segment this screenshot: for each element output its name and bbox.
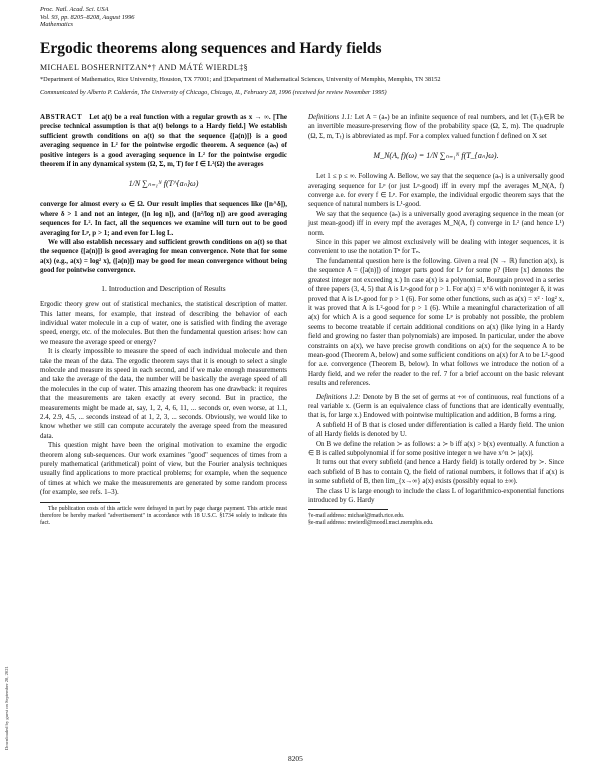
definition-1-label: Definitions 1.1:	[308, 113, 353, 121]
intro-paragraph-3: This question might have been the original motivation to examine the ergodic theorem along sub-sequences. Our work examines "good" sequences of times from a purely mathematical (arithmetical) point of view, but the Fourier analysis techniques usually find applications to more practical problems; for example, when the sequence of times at which we make the measurements are generated by some random process (for example, see refs. 1–3).	[40, 441, 287, 497]
cost-footnote: The publication costs of this article were defrayed in part by page charge payment. This article must therefore be hereby marked "advertisement" in accordance with 18 U.S.C. §1734 solely to indicate this fact.	[40, 505, 287, 526]
masthead-volume: Vol. 93, pp. 8205–8208, August 1996	[40, 13, 135, 21]
abstract-paragraph-3: We will also establish necessary and sufficient growth conditions on a(t) so that the sequence {[a(n)]} is good averaging for mean convergence. Note that for some a(x) (e.g., a(x) = log² x), ([a(n)]) may be good for mean convergence without being good for pointwise convergence.	[40, 238, 287, 275]
masthead-subject: Mathematics	[40, 21, 74, 29]
definition-2-text: Denote by B the set of germs at +∞ of continuous, real functions of a real variable x. (Germ is an equivalence class of functions that are identically eventually, that is, for large x.) Endowed with pointwise multiplication and addition, B forms a ring.	[308, 392, 564, 420]
author-list: MICHAEL BOSHERNITZAN*† AND MÁTÉ WIERDL‡§	[40, 63, 248, 72]
email-divider	[308, 509, 388, 510]
abstract-label: ABSTRACT	[40, 113, 83, 121]
definition-2-label: Definitions 1.2:	[316, 392, 361, 401]
intro-paragraph-2: It is clearly impossible to measure the speed of each individual molecule and then take the mean of the data. The ergodic theorem says that it is enough to select a single molecule and measure its speed in each second, and if we make enough measurements and take the average of the data, the number will be basically the average speed of all the molecules in the cup of water. This amazing theorem has one drawback: it requires that the measurements are taken exactly at every second. But in practice, the measurements might be made at, say, 1, 2, 4, 6, 11, ... seconds or, even worse, at 1.1, 2.4, 2.9, 4.5, ... seconds instead of at 1, 2, 3, ... seconds. Obviously, we would like to know whether we still can compute accurately the average speed from the measured data.	[40, 347, 287, 440]
definition-1-p4: The fundamental question here is the following. Given a real (N → ℝ) function a(x), is the sequence A = ([a(n)]) of integer parts good for Lᵖ for some p? (Here [x] denotes the greatest integer not exceeding x.) In case a(x) is a polynomial, Bourgain proved in a series of three papers (3, 4, 5) that A is Lᵖ-good for p > 1. For a(x) = x^δ with noninteger δ, it was proved that A is Lᵖ-good for p > 1 (6). For some other functions, such as a(x) = x² · log² x, it was proved that A is L²-good for p > 1 (6). While a meaningful characterization of all a(x) for which A is a good sequence for some Lᵖ is probably not possible, the problem seems to become treatable if certain additional conditions on a(x) (like lying in a Hardy field and growing no faster than polynomials) are imposed. In particular, under the above constraints on a(x), we have precise growth conditions on a(x) for the sequence A to be mean-good (Theorem A, below) and some sufficient conditions on a(x) for A to be L²-good for a.e. convergence (Theorem B, below). In what follows we introduce the notion of a Hardy field, and we refer the reader to the ref. 7 for a brief account on the basic relevant results and references.	[308, 256, 564, 388]
section-heading: 1. Introduction and Description of Results	[101, 283, 226, 293]
definition-1-text: Let A = (aₙ) be an infinite sequence of real numbers, and let (Tₜ)ₜ∈ℝ be an invertible measure-preserving flow of the probability space (Ω, Σ, m). The quadruple (Ω, Σ, m, Tₜ) is abbreviated as mpf. For a complex valued function f defined on X set	[308, 113, 564, 140]
definition-2-p4: The class U is large enough to include the class L of logarithmico-exponential functions introduced by G. Hardy	[308, 486, 564, 505]
definition-2-paragraph	[308, 393, 564, 421]
email-footnote-2: §e-mail address: mwierdl@moodl.msci.memphis.edu.	[308, 520, 434, 527]
affiliations: *Department of Mathematics, Rice University, Houston, TX 77001; and ‡Department of Mathematical Sciences, University of Memphis, Memphis, TN 38152	[40, 76, 441, 83]
averages-equation: M_N(A, f)(ω) = 1/N ∑ₙ₌₁ᴺ f(T_{aₙ}ω).	[373, 151, 499, 161]
side-download-strip: Downloaded by guest on September 28, 2021	[4, 666, 9, 750]
definition-2-p1: A subfield H of B that is closed under differentiation is called a Hardy field. The union of all Hardy fields is denoted by U.	[308, 420, 564, 439]
right-column	[308, 113, 564, 527]
definition-2-p3: It turns out that every subfield (and hence a Hardy field) is totally ordered by ≻. Since each subfield of B has to contain Q, the field of rational numbers, it follows that if a(x) is in some subfield of B, then lim_{x→∞} a(x) exists (possibly equal to ±∞).	[308, 458, 564, 486]
left-column	[40, 113, 287, 527]
abstract-paragraph-2: converge for almost every ω ∈ Ω. Our result implies that sequences like ([n^δ]), where δ > 1 and not an integer, ([n log n]), and ([n²/log n]) are good averaging sequences for L². In fact, all the sequences we examine will turn out to be good averaging for Lᵖ, p > 1; and even for L log L.	[40, 200, 287, 237]
communicated-line: Communicated by Alberto P. Calderón, The University of Chicago, Chicago, IL, February 28, 1996 (received for review November 1995)	[40, 89, 387, 96]
definition-1-p2: We say that the sequence (aₙ) is a universally good averaging sequence in the mean (or just mean-good) iff in every mpf the averages M_N(A, f) converge in L² (and hence L¹) norm.	[308, 209, 564, 237]
definition-1-p3: Since in this paper we almost exclusively will be dealing with integer sequences, it is convenient to use the notation Tⁿ for Tₙ.	[308, 238, 564, 256]
footnote-divider	[40, 502, 120, 503]
journal-masthead	[40, 6, 240, 29]
paper-title: Ergodic theorems along sequences and Hardy fields	[40, 40, 382, 57]
abstract-equation: 1/N ∑ₙ₌₁ᴺ f(T^{aₙ}ω)	[128, 179, 199, 189]
email-footnote-1: †e-mail address: michael@math.rice.edu.	[308, 513, 405, 520]
abstract-text-1: Let a(t) be a real function with a regular growth as x → ∞. [The precise technical assumption is that a(t) belongs to a Hardy field.] We establish sufficient growth conditions on a(t) so that the sequence {[a(n)]} is a good averaging sequence in L² for the pointwise ergodic theorem. A sequence (aₙ) of positive integers is a good averaging sequence in L² for the pointwise ergodic theorem if in any dynamical system (Ω, Σ, m, T) for f ∈ L²(Ω) the averages	[40, 113, 287, 169]
definition-2-p2: On B we define the relation ≻ as follows: a ≻ b iff a(x) > b(x) eventually. A function a ∈ B is called subpolynomial if for some positive integer n we have x^n ≻ |a(x)|.	[308, 439, 564, 457]
intro-paragraph-1: Ergodic theory grew out of statistical mechanics, the statistical description of matter. This latter means, for example, that instead of describing the behavior of each individual water molecule in a cup of water, one is satisfied with finding the average speed, energy, etc. of the molecules. But then the fundamental question arises: how can we measure the average speed or energy?	[40, 300, 287, 346]
definition-1-paragraph	[308, 113, 564, 141]
page-number: 8205	[288, 754, 303, 763]
definition-1-p1: Let 1 ≤ p ≤ ∞. Following A. Bellow, we say that the sequence (aₙ) is a universally good averaging sequence for Lᵖ (or just Lᵖ-good) iff in every mpf the averages M_N(A, f) converge a.e. for every f ∈ Lᵖ. For example, the individual ergodic theorem says that the sequence of natural numbers is L¹-good.	[308, 172, 564, 209]
abstract-paragraph-1	[40, 113, 287, 169]
masthead-journal: Proc. Natl. Acad. Sci. USA	[40, 6, 109, 13]
